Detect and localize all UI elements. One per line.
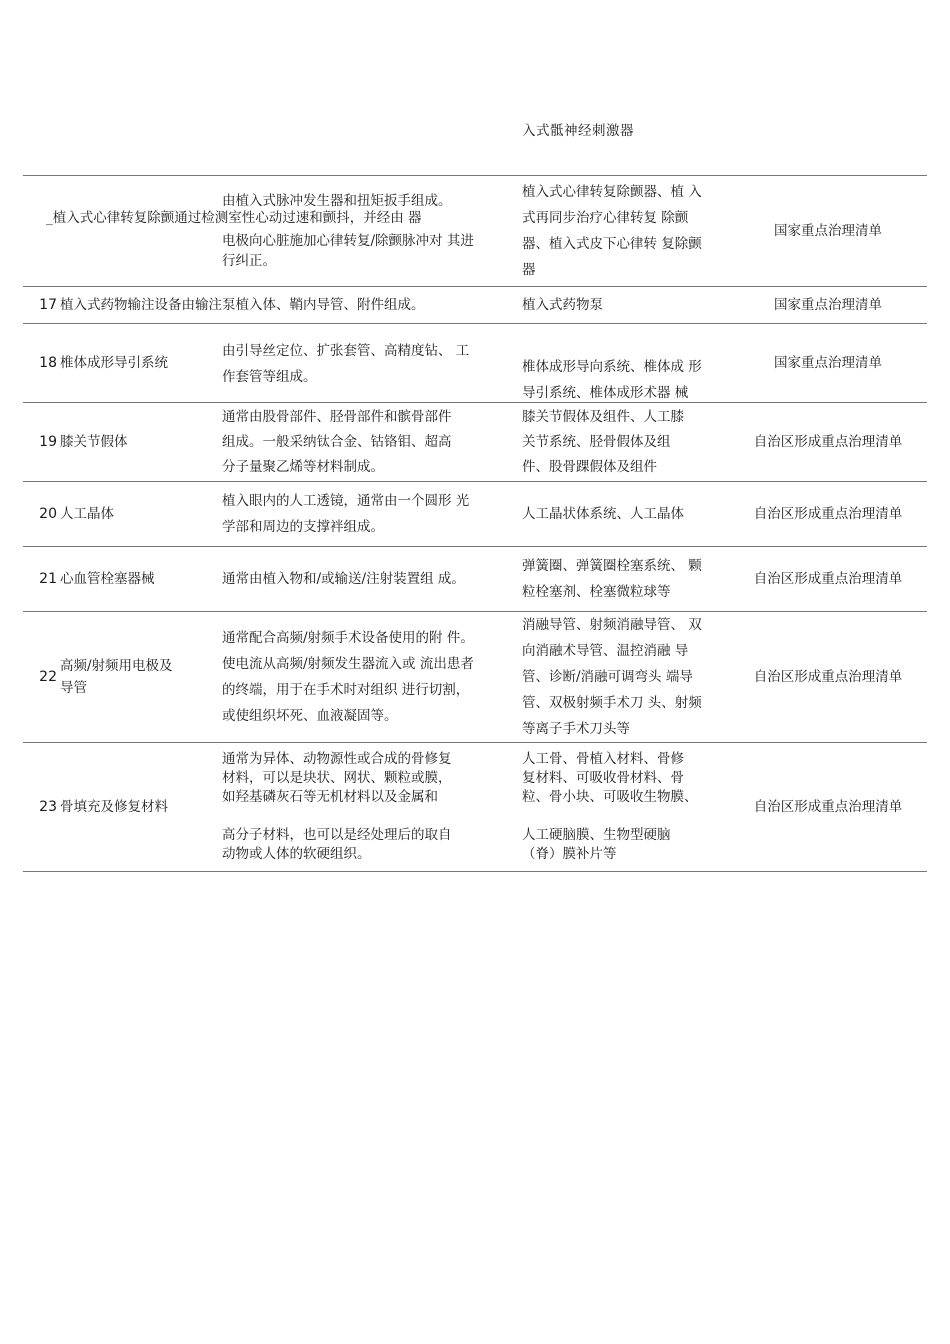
device-name: 骨填充及修复材料: [60, 799, 168, 815]
row-number: [23, 176, 59, 286]
catalog-cell: [729, 287, 927, 323]
product-cell: [522, 743, 730, 871]
catalog-cell: [729, 743, 927, 871]
description-cell: [222, 612, 509, 742]
catalog-name: 自治区形成重点治理清单: [753, 669, 903, 685]
device-description: 由引导丝定位、扩张套管、高精度钻、 工 作套管等组成。: [222, 343, 470, 385]
catalog-cell: [729, 482, 927, 546]
description-cell: [222, 287, 509, 323]
device-name: 膝关节假体: [60, 433, 128, 450]
description-cell: [222, 403, 509, 481]
product-list: 人工晶状体系统、人工晶体: [522, 506, 684, 522]
table-row: [23, 743, 927, 872]
device-name: 心血管栓塞器械: [60, 571, 155, 587]
description-cell: [222, 547, 509, 611]
product-list: 椎体成形导向系统、椎体成 形 导引系统、椎体成形术器 械: [522, 359, 702, 401]
product-cell: [522, 287, 730, 323]
device-name: 植入式药物输注设备由输注泵植入体、鞘内导管、附件组成。: [60, 297, 425, 313]
description-cell: [222, 176, 509, 286]
device-description: 通常由股骨部件、胫骨部件和髌骨部件 组成。一般采纳钛合金、钴铬钼、超高 分子量聚乙烯等材料制成。: [222, 408, 452, 475]
device-description: 通常为异体、动物源性或合成的骨修复 材料，可以是块状、网状、颗粒或膜， 如羟基磷灰石等无机材料以及金属和 高分子材料，也可以是经处理后的取自 动物或人体的软硬组织。: [222, 751, 452, 862]
table-row: [23, 403, 927, 482]
device-description: 植入眼内的人工透镜，通常由一个圆形 光 学部和周边的支撑袢组成。: [222, 493, 470, 535]
description-cell: [222, 324, 509, 402]
table-row: [23, 324, 927, 403]
product-list: 植入式药物泵: [522, 297, 603, 313]
row-number: 23: [39, 799, 57, 815]
catalog-cell: [729, 324, 927, 402]
catalog-cell: [729, 547, 927, 611]
product-list: 植入式心律转复除颤器、植 入 式再同步治疗心律转复 除颤 器、植入式皮下心律转 复除颤 器: [522, 184, 702, 278]
table-row: [23, 482, 927, 547]
table-row: [23, 547, 927, 612]
device-name: 椎体成形导引系统: [60, 355, 168, 371]
catalog-name: 自治区形成重点治理清单: [753, 506, 903, 522]
table-row: [23, 176, 927, 287]
device-name: 人工晶体: [60, 506, 114, 522]
device-name: _植入式心律转复除颤通过检测室性心动过速和颤抖，并经由 器: [46, 210, 422, 226]
catalog-cell: [729, 612, 927, 742]
row-number: 20: [39, 506, 57, 522]
device-name-cell: [60, 743, 220, 871]
row-number: 19: [39, 434, 57, 450]
product-cell: [522, 403, 730, 481]
catalog-cell: [729, 403, 927, 481]
product-list: 弹簧圈、弹簧圈栓塞系统、 颗 粒栓塞剂、栓塞微粒球等: [522, 558, 702, 600]
table-row: [23, 612, 927, 743]
catalog-name: 国家重点治理清单: [774, 223, 882, 239]
catalog-name: 自治区形成重点治理清单: [753, 799, 903, 815]
catalog-name: 国家重点治理清单: [774, 355, 882, 371]
description-cell: [222, 482, 509, 546]
description-cell: [222, 743, 509, 871]
product-list: 膝关节假体及组件、人工膝 关节系统、胫骨假体及组 件、股骨踝假体及组件: [522, 408, 684, 475]
row-number: 21: [39, 571, 57, 587]
catalog-name: 自治区形成重点治理清单: [753, 571, 903, 587]
device-name: 高频/射频用电极及 导管: [60, 658, 173, 696]
catalog-name: 自治区形成重点治理清单: [753, 433, 903, 450]
device-description: 通常配合高频/射频手术设备使用的附 件。 使电流从高频/射频发生器流入或 流出患者 的终端，用于在手术时对组织 进行切割， 或使组织坏死、血液凝固等。: [222, 630, 474, 724]
device-name-cell: [60, 403, 220, 481]
catalog-name: 国家重点治理清单: [774, 297, 882, 313]
device-name-cell: [60, 482, 220, 546]
row-number: 17: [39, 297, 57, 313]
device-name-cell: [60, 287, 425, 323]
product-cell: [522, 482, 730, 546]
row-number: 22: [39, 669, 57, 685]
product-list: 消融导管、射频消融导管、 双 向消融术导管、温控消融 导 管、诊断/消融可调弯头 端导 管、双极射频手术刀 头、射频 等离子手术刀头等: [522, 617, 702, 737]
device-name-cell: [60, 324, 220, 402]
product-cell: [522, 612, 730, 742]
device-table: [23, 175, 927, 872]
table-row: [23, 287, 927, 324]
product-cell: [522, 547, 730, 611]
product-cell: [522, 324, 730, 402]
device-name-cell: [60, 612, 220, 742]
catalog-cell: [729, 176, 927, 286]
product-list: 人工骨、骨植入材料、骨修 复材料、可吸收骨材料、骨 粒、骨小块、可吸收生物膜、 人工硬脑膜、生物型硬脑 （脊）膜补片等: [522, 751, 698, 862]
device-description: 通常由植入物和/或输送/注射装置组 成。: [222, 571, 465, 587]
device-description: 由植入式脉冲发生器和扭矩扳手组成。 电极向心脏施加心律转复/除颤脉冲对 其进 行纠正。: [222, 193, 474, 269]
device-name-cell: [60, 547, 220, 611]
product-cell: [522, 176, 730, 286]
row-number: 18: [39, 355, 57, 371]
continued-product-note: 入式骶神经刺激器: [522, 123, 634, 139]
